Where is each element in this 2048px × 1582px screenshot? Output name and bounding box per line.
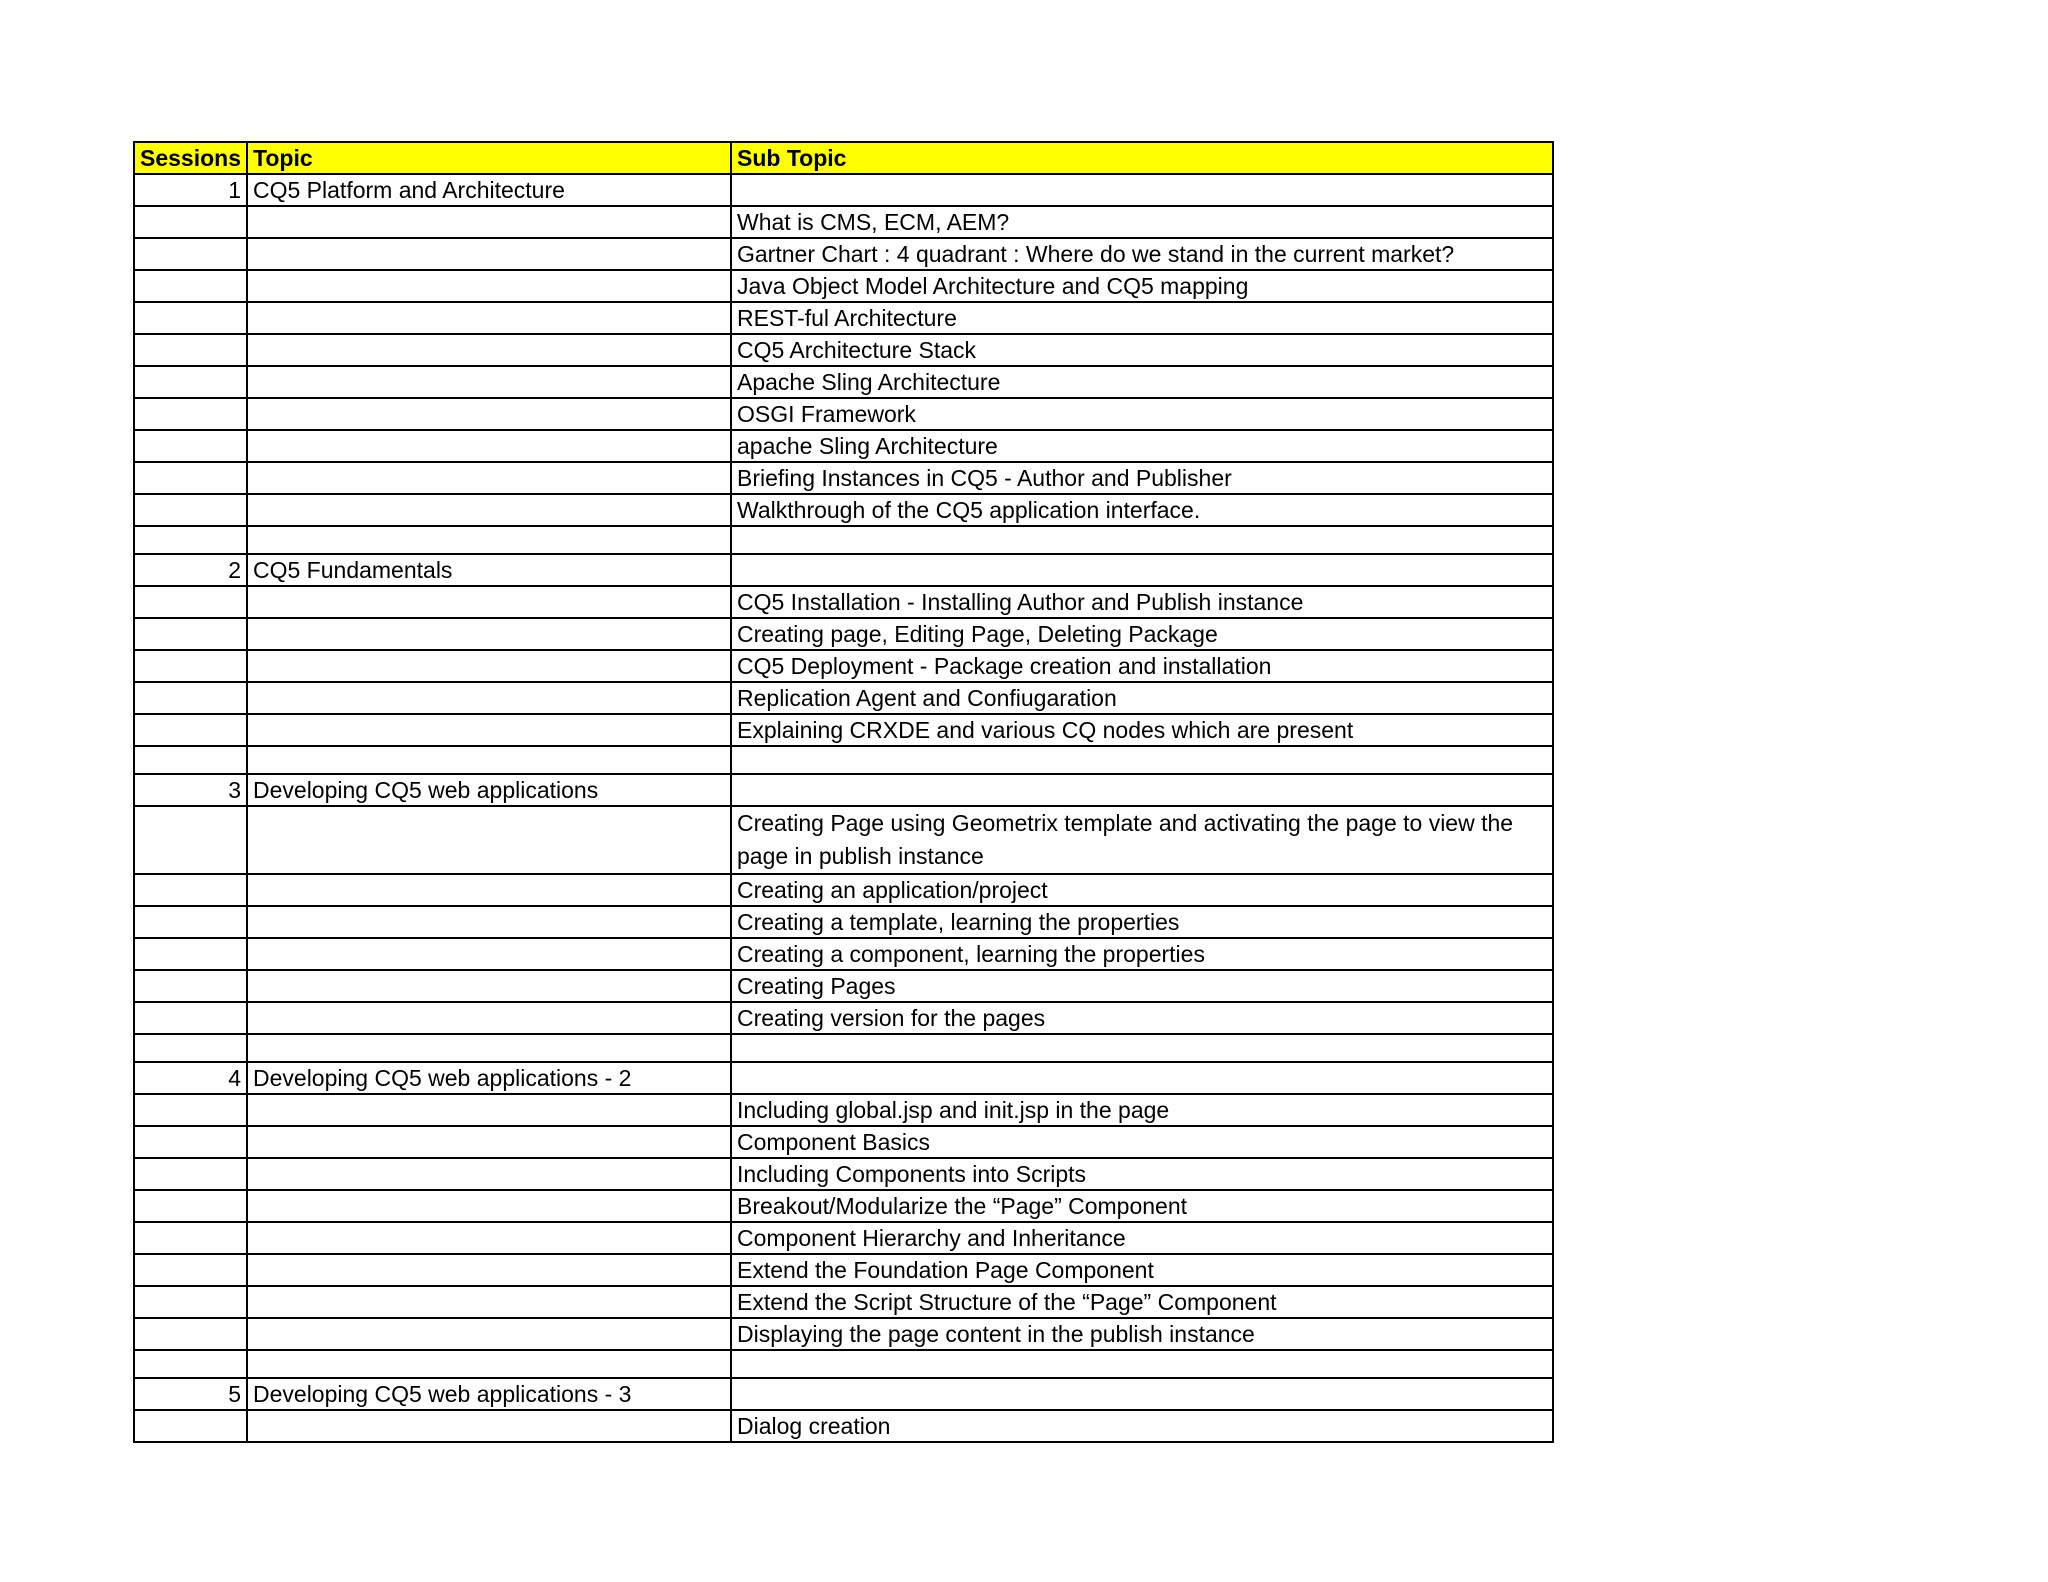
topic-cell (247, 462, 731, 494)
table-row (134, 1222, 1553, 1254)
session-number-cell: 1 (134, 174, 247, 206)
session-number-cell (134, 682, 247, 714)
sub-topic-cell (731, 746, 1553, 774)
table-row (134, 462, 1553, 494)
table-row (134, 1410, 1553, 1442)
table-row (134, 618, 1553, 650)
topic-cell (247, 746, 731, 774)
table-row (134, 270, 1553, 302)
session-number-cell (134, 586, 247, 618)
session-number-cell (134, 334, 247, 366)
session-number-cell (134, 302, 247, 334)
table-row (134, 1350, 1553, 1378)
session-number-cell (134, 526, 247, 554)
topic-cell (247, 430, 731, 462)
topic-cell (247, 938, 731, 970)
topic-cell (247, 1254, 731, 1286)
sub-topic-cell: Walkthrough of the CQ5 application interface. (731, 494, 1553, 526)
topic-cell (247, 270, 731, 302)
topic-cell (247, 1034, 731, 1062)
table-row (134, 334, 1553, 366)
table-row (134, 774, 1553, 806)
topic-cell: Developing CQ5 web applications (247, 774, 731, 806)
sub-topic-cell: Creating version for the pages (731, 1002, 1553, 1034)
table-row (134, 906, 1553, 938)
topic-cell (247, 714, 731, 746)
table-row (134, 398, 1553, 430)
table-row (134, 682, 1553, 714)
header-sub-topic: Sub Topic (731, 142, 1553, 174)
sub-topic-cell: Creating an application/project (731, 874, 1553, 906)
session-number-cell (134, 430, 247, 462)
session-number-cell (134, 1410, 247, 1442)
sub-topic-cell: Creating a template, learning the properties (731, 906, 1553, 938)
session-number-cell (134, 714, 247, 746)
sub-topic-cell (731, 526, 1553, 554)
topic-cell (247, 1222, 731, 1254)
header-sessions: Sessions (134, 142, 247, 174)
table-row (134, 366, 1553, 398)
topic-cell (247, 206, 731, 238)
topic-cell (247, 650, 731, 682)
table-row (134, 494, 1553, 526)
sub-topic-cell (731, 174, 1553, 206)
sub-topic-cell: CQ5 Installation - Installing Author and Publish instance (731, 586, 1553, 618)
table-row (134, 938, 1553, 970)
sub-topic-cell: Including Components into Scripts (731, 1158, 1553, 1190)
table-row (134, 174, 1553, 206)
session-number-cell (134, 1158, 247, 1190)
session-number-cell: 3 (134, 774, 247, 806)
sub-topic-cell: Including global.jsp and init.jsp in the page (731, 1094, 1553, 1126)
sub-topic-cell: apache Sling Architecture (731, 430, 1553, 462)
topic-cell (247, 1190, 731, 1222)
table-row (134, 1062, 1553, 1094)
session-number-cell (134, 206, 247, 238)
table-row (134, 302, 1553, 334)
table-row (134, 650, 1553, 682)
sub-topic-cell: Explaining CRXDE and various CQ nodes which are present (731, 714, 1553, 746)
topic-cell (247, 806, 731, 874)
topic-cell (247, 586, 731, 618)
table-row (134, 970, 1553, 1002)
topic-cell (247, 1350, 731, 1378)
session-number-cell (134, 806, 247, 874)
topic-cell (247, 1158, 731, 1190)
sub-topic-cell: Java Object Model Architecture and CQ5 mapping (731, 270, 1553, 302)
topic-cell (247, 302, 731, 334)
topic-cell (247, 874, 731, 906)
session-number-cell (134, 366, 247, 398)
sub-topic-cell: Extend the Foundation Page Component (731, 1254, 1553, 1286)
topic-cell: CQ5 Platform and Architecture (247, 174, 731, 206)
session-number-cell: 2 (134, 554, 247, 586)
sub-topic-cell: REST-ful Architecture (731, 302, 1553, 334)
sub-topic-cell: Apache Sling Architecture (731, 366, 1553, 398)
table-row (134, 1254, 1553, 1286)
sub-topic-cell: Dialog creation (731, 1410, 1553, 1442)
sub-topic-cell (731, 1350, 1553, 1378)
header-row (134, 142, 1553, 174)
session-number-cell (134, 1350, 247, 1378)
topic-cell (247, 334, 731, 366)
table-row (134, 206, 1553, 238)
sub-topic-cell: Extend the Script Structure of the “Page” Component (731, 1286, 1553, 1318)
sub-topic-cell: CQ5 Deployment - Package creation and installation (731, 650, 1553, 682)
topic-cell (247, 1410, 731, 1442)
session-number-cell (134, 650, 247, 682)
sub-topic-cell (731, 1378, 1553, 1410)
session-number-cell: 5 (134, 1378, 247, 1410)
session-number-cell (134, 1190, 247, 1222)
table-row (134, 874, 1553, 906)
table-row (134, 1034, 1553, 1062)
table-row (134, 238, 1553, 270)
session-number-cell (134, 238, 247, 270)
table-row (134, 1002, 1553, 1034)
session-number-cell (134, 1034, 247, 1062)
topic-cell (247, 366, 731, 398)
sub-topic-cell: What is CMS, ECM, AEM? (731, 206, 1553, 238)
topic-cell: Developing CQ5 web applications - 3 (247, 1378, 731, 1410)
session-number-cell (134, 1094, 247, 1126)
topic-cell (247, 1318, 731, 1350)
sub-topic-cell (731, 774, 1553, 806)
table-body (134, 174, 1553, 1442)
topic-cell (247, 238, 731, 270)
session-number-cell (134, 906, 247, 938)
session-number-cell (134, 938, 247, 970)
topic-cell (247, 494, 731, 526)
session-number-cell (134, 1126, 247, 1158)
table-row (134, 1286, 1553, 1318)
topic-cell (247, 682, 731, 714)
sub-topic-cell: Creating a component, learning the properties (731, 938, 1553, 970)
session-number-cell (134, 1002, 247, 1034)
sub-topic-cell: Replication Agent and Confiugaration (731, 682, 1553, 714)
sub-topic-cell: Briefing Instances in CQ5 - Author and Publisher (731, 462, 1553, 494)
topic-cell (247, 398, 731, 430)
sub-topic-cell: Creating Pages (731, 970, 1553, 1002)
table-row (134, 746, 1553, 774)
sub-topic-cell: Creating Page using Geometrix template and activating the page to view the page in publish instance (731, 806, 1553, 874)
course-schedule-table (133, 141, 1554, 1443)
table-row (134, 1378, 1553, 1410)
table-row (134, 1318, 1553, 1350)
session-number-cell (134, 1286, 247, 1318)
sub-topic-cell (731, 1034, 1553, 1062)
table-row (134, 586, 1553, 618)
topic-cell (247, 618, 731, 650)
topic-cell (247, 970, 731, 1002)
sub-topic-cell: Creating page, Editing Page, Deleting Package (731, 618, 1553, 650)
session-number-cell (134, 1222, 247, 1254)
session-number-cell (134, 746, 247, 774)
header-topic: Topic (247, 142, 731, 174)
sub-topic-cell: Component Hierarchy and Inheritance (731, 1222, 1553, 1254)
topic-cell: Developing CQ5 web applications - 2 (247, 1062, 731, 1094)
topic-cell (247, 1094, 731, 1126)
session-number-cell (134, 874, 247, 906)
session-number-cell (134, 1254, 247, 1286)
table-row (134, 554, 1553, 586)
topic-cell (247, 906, 731, 938)
table-row (134, 1158, 1553, 1190)
table-row (134, 430, 1553, 462)
session-number-cell (134, 398, 247, 430)
topic-cell (247, 1126, 731, 1158)
table-row (134, 1126, 1553, 1158)
sub-topic-cell (731, 554, 1553, 586)
topic-cell (247, 1002, 731, 1034)
topic-cell: CQ5 Fundamentals (247, 554, 731, 586)
session-number-cell (134, 462, 247, 494)
table-row (134, 806, 1553, 874)
sub-topic-cell (731, 1062, 1553, 1094)
table-row (134, 526, 1553, 554)
session-number-cell (134, 970, 247, 1002)
table-row (134, 1094, 1553, 1126)
session-number-cell (134, 618, 247, 650)
session-number-cell (134, 270, 247, 302)
session-number-cell (134, 494, 247, 526)
table-row (134, 1190, 1553, 1222)
sub-topic-cell: Displaying the page content in the publish instance (731, 1318, 1553, 1350)
topic-cell (247, 1286, 731, 1318)
sub-topic-cell: Gartner Chart : 4 quadrant : Where do we stand in the current market? (731, 238, 1553, 270)
sub-topic-cell: CQ5 Architecture Stack (731, 334, 1553, 366)
session-number-cell (134, 1318, 247, 1350)
sub-topic-cell: Breakout/Modularize the “Page” Component (731, 1190, 1553, 1222)
sub-topic-cell: Component Basics (731, 1126, 1553, 1158)
topic-cell (247, 526, 731, 554)
session-number-cell: 4 (134, 1062, 247, 1094)
table-row (134, 714, 1553, 746)
sub-topic-cell: OSGI Framework (731, 398, 1553, 430)
